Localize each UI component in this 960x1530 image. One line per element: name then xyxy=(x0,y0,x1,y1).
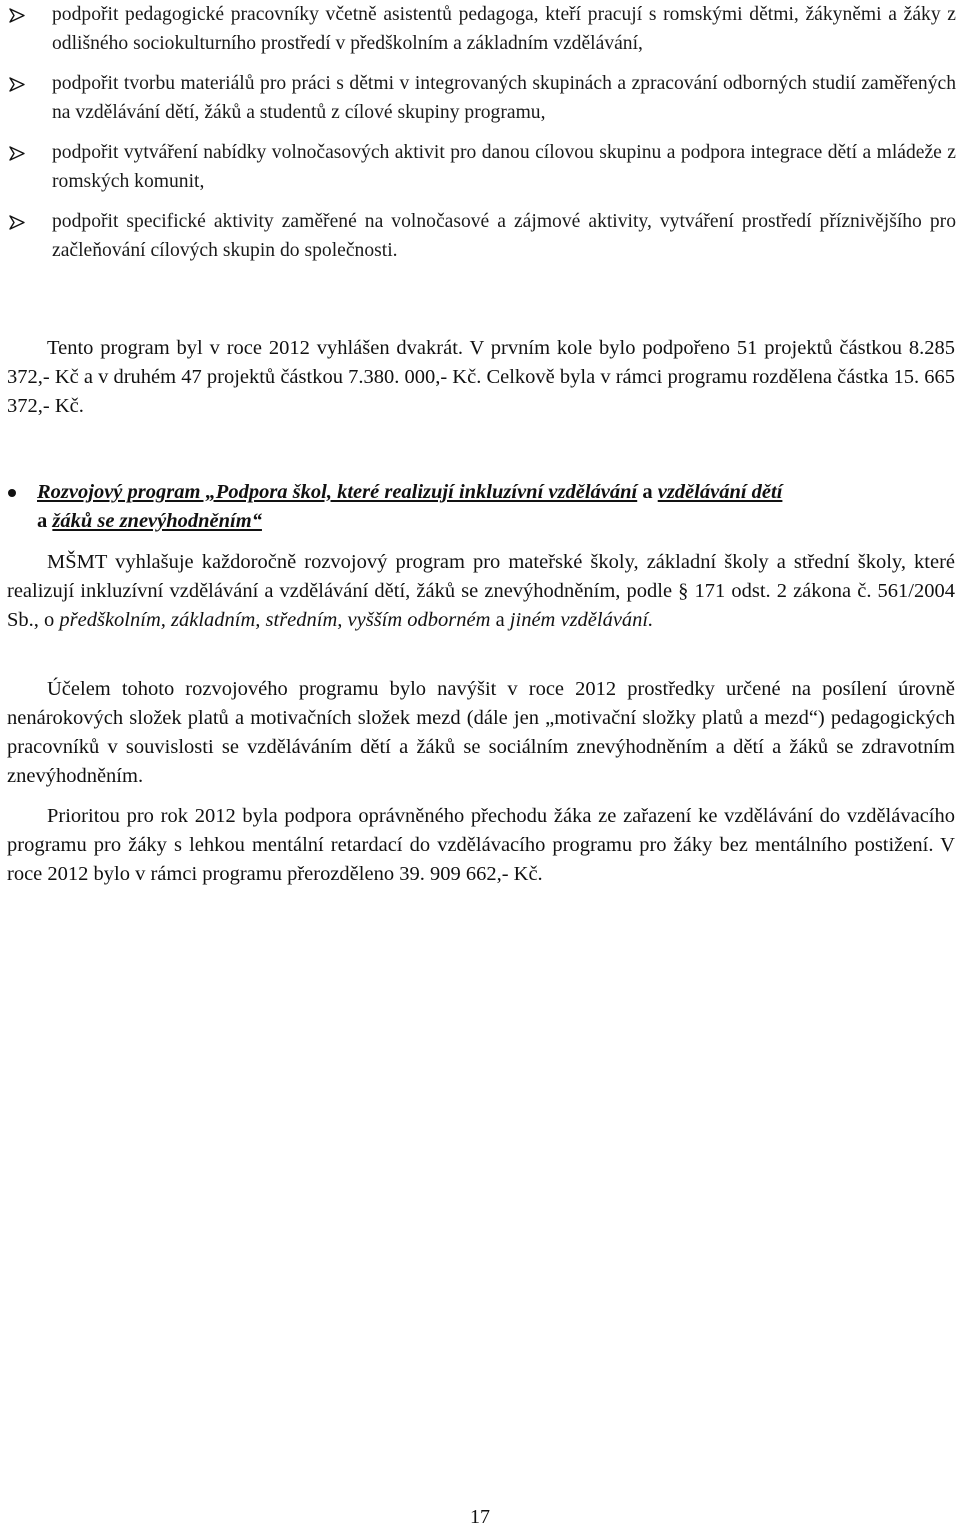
list-item-text: podpořit pedagogické pracovníky včetně asistentů pedagoga, kteří pracují s romskými dětmi, žákyněmi a žáky z odlišného sociokulturního prostředí v předškolním a základním vzdělávání, xyxy=(52,4,956,54)
list-item-text: podpořit specifické aktivity zaměřené na volnočasové a zájmové aktivity, vytváření prostředí příznivějšího pro začleňování cílových skupin do společnosti. xyxy=(52,211,956,261)
heading-title-continued: vzdělávání dětí xyxy=(657,481,783,503)
paragraph-msmt-italic-end: jiném vzdělávání. xyxy=(509,609,654,631)
paragraph-msmt-text: MŠMT vyhlašuje každoročně rozvojový program pro mateřské školy, základní školy a střední školy, které realizují inkluzívní vzdělávání a vzdělávání dětí, žáků se znevýhodněním, podle § 171 odst. 2 zákona č. 561/2004 Sb., o xyxy=(7,551,955,631)
list-item xyxy=(0,138,960,196)
heading-title: Rozvojový program „Podpora škol, které realizují inkluzívní vzdělávání xyxy=(37,481,638,503)
paragraph-msmt-italic: předškolním, základním, středním, vyšším odborném xyxy=(59,609,491,631)
paragraph-program-summary: Tento program byl v roce 2012 vyhlášen dvakrát. V prvním kole bylo podpořeno 51 projektů částkou 8.285 372,- Kč a v druhém 47 projektů částkou 7.380. 000,- Kč. Celkově byla v rámci programu rozdělena částka 15. 665 372,- Kč. xyxy=(7,337,955,417)
arrowhead-bullet-icon xyxy=(8,215,26,230)
list-item xyxy=(0,0,960,58)
page-number: 17 xyxy=(470,1506,490,1528)
arrowhead-bullet-icon xyxy=(8,146,26,161)
paragraph-priority: Prioritou pro rok 2012 byla podpora oprávněného přechodu žáka ze zařazení ke vzdělávání do vzdělávacího programu pro žáky s lehkou mentální retardací do vzdělávacího programu pro žáky bez mentálního postižení. V roce 2012 bylo v rámci programu přerozděleno 39. 909 662,- Kč. xyxy=(7,805,955,885)
list-item-text: podpořit vytváření nabídky volnočasových aktivit pro danou cílovou skupinu a podpora integrace dětí a mládeže z romských komunit, xyxy=(52,142,956,192)
paragraph-msmt-conjunction: a xyxy=(490,609,510,631)
heading-line2-prefix: a xyxy=(37,510,53,532)
arrowhead-bullet-icon xyxy=(8,77,26,92)
round-bullet-icon xyxy=(8,489,16,497)
paragraph-msmt xyxy=(7,548,955,635)
section-heading xyxy=(0,478,955,536)
arrowhead-bullet-icon xyxy=(8,8,26,23)
list-item-text: podpořit tvorbu materiálů pro práci s dětmi v integrovaných skupinách a zpracování odborných studií zaměřených na vzdělávání dětí, žáků a studentů z cílové skupiny programu, xyxy=(52,73,956,123)
list-item xyxy=(0,69,960,127)
objectives-list xyxy=(0,0,960,276)
list-item xyxy=(0,207,960,265)
paragraph-purpose: Účelem tohoto rozvojového programu bylo navýšit v roce 2012 prostředky určené na posílení úrovně nenárokových složek platů a motivačních složek mezd (dále jen „motivační složky platů a mezd“) pedagogických pracovníků v souvislosti se vzděláváním dětí a žáků se sociálním znevýhodněním a dětí a žáků se zdravotním znevýhodněním. xyxy=(7,678,955,787)
heading-conjunction: a xyxy=(637,481,658,503)
heading-line2-title: žáků se znevýhodněním“ xyxy=(52,510,262,532)
